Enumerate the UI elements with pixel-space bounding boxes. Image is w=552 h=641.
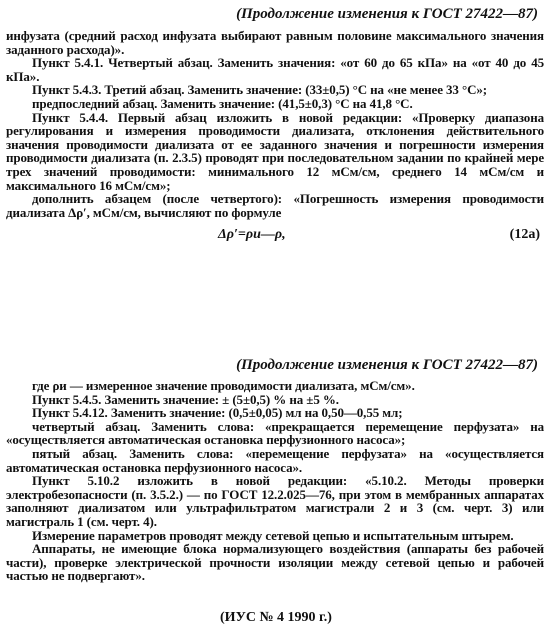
paragraph-2: Пункт 5.4.1. Четвертый абзац. Заменить значения: «от 60 до 65 кПа» на «от 40 до 45 кПа». (6, 55, 544, 84)
page2-body (6, 379, 544, 583)
page2-header: (Продолжение изменения к ГОСТ 27422—87) (236, 357, 538, 373)
paragraph-5: Пункт 5.4.4. Первый абзац изложить в новой редакции: «Проверку диапазона регулирования и измерения проводимости диализата, отклонения действительного значения проводимости диализата от ее заданного значения и погрешности измерения проводимости диализата (п. 2.3.5) проводят при последовательном задании по крайней мере трех значений проводимости: минимального 12 мСм/см, среднего 14 мСм/см и максимального 16 мСм/см»; (6, 109, 544, 193)
paragraph-13: Измерение параметров проводят между сетевой цепью и испытательным штырем. (32, 527, 514, 543)
ius-reference: (ИУС № 4 1990 г.) (220, 610, 332, 625)
formula-number: (12а) (509, 227, 540, 243)
formula-expression: Δρ′=ρи—ρ, (218, 227, 286, 243)
paragraph-14: Аппараты, не имеющие блока нормализующего воздействия (аппараты без рабочей части), проверке электрической прочности изоляции между сетевой цепью и рабочей частью не подвергают». (6, 541, 544, 584)
paragraph-11: пятый абзац. Заменить слова: «перемещение перфузата» на «осуществляется автоматическая остановка перфузионного насоса». (6, 445, 544, 475)
paragraph-1: инфузата (средний расход инфузата выбирают равным половине максимального значения заданного расхода)». (6, 28, 544, 57)
paragraph-3: Пункт 5.4.3. Третий абзац. Заменить значение: (33±0,5) °С на «не менее 33 °С»; (32, 82, 487, 98)
page1-header: (Продолжение изменения к ГОСТ 27422—87) (236, 6, 538, 22)
paragraph-9: Пункт 5.4.12. Заменить значение: (0,5±0,05) мл на 0,50—0,55 мл; (32, 405, 403, 421)
paragraph-12: Пункт 5.10.2 изложить в новой редакции: «5.10.2. Методы проверки электробезопасности (п. 3.5.2.) — по ГОСТ 12.2.025—76, при этом в мембранных аппаратах заполняют диализатом или ультрафильтратом магистрали 2 и 3 (см. черт. 3) или магистраль 1 (см. черт. 4). (6, 473, 544, 529)
paragraph-10: четвертый абзац. Заменить слова: «прекращается перемещение перфузата» на «осуществляется автоматическая остановка перфузионного насоса»; (6, 418, 544, 448)
paragraph-7: где ρи — измеренное значение проводимости диализата, мСм/см». (32, 378, 415, 393)
page1-body (6, 29, 544, 247)
paragraph-6: дополнить абзацем (после четвертого): «Погрешность измерения проводимости диализата Δρ′, мСм/см, вычисляют по формуле (6, 191, 544, 220)
formula-12a (6, 225, 544, 247)
paragraph-4: предпоследний абзац. Заменить значение: (41,5±0,3) °С на 41,8 °С. (32, 95, 413, 111)
paragraph-8: Пункт 5.4.5. Заменить значение: ± (5±0,5) % на ±5 %. (32, 391, 339, 407)
